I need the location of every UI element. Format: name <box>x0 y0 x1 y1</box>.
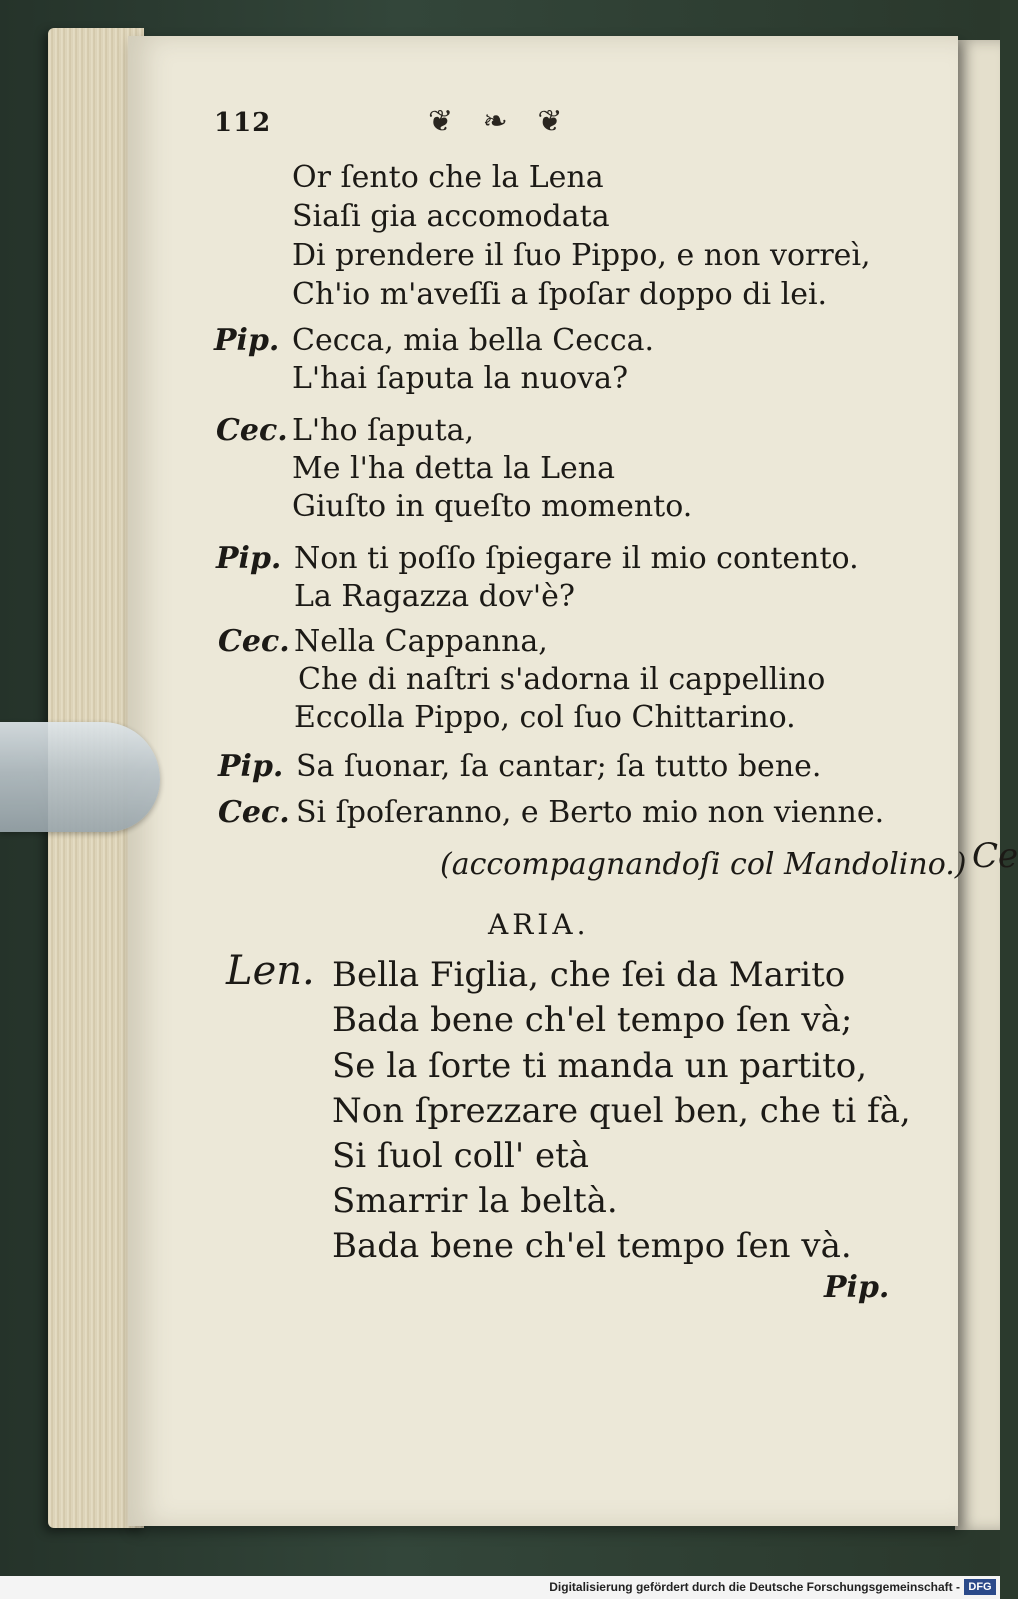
aria-line: Bada bene ch'el tempo ſen và; <box>332 1000 853 1040</box>
verse-line: La Ragazza dov'è? <box>294 579 575 614</box>
aria-line: Bada bene ch'el tempo ſen và. <box>332 1226 852 1266</box>
speaker-label: Cec. <box>216 413 288 448</box>
verse-line: Sa ſuonar, ſa cantar; ſa tutto bene. <box>296 749 822 784</box>
verse-line: Cecca, mia bella Cecca. <box>292 323 655 358</box>
verse-line: Me l'ha detta la Lena <box>292 451 615 486</box>
speaker-label: Cec. <box>218 795 290 830</box>
verse-line: Siaſi gia accomodata <box>292 199 610 234</box>
header-ornament: ❦ ❧ ❦ <box>428 104 573 139</box>
speaker-label: Pip. <box>218 749 284 784</box>
verse-line: L'hai ſaputa la nuova? <box>292 361 629 396</box>
page-holder-clip <box>0 722 160 832</box>
facing-page-text: Ce <box>972 836 1018 876</box>
speaker-label: Cec. <box>218 624 290 659</box>
verse-line: Ch'io m'aveſſi a ſpoſar doppo di lei. <box>292 277 828 312</box>
speaker-label: Pip. <box>214 323 280 358</box>
verse-line: Di prendere il ſuo Pippo, e non vorreì, <box>292 238 871 273</box>
verse-line: Or ſento che la Lena <box>292 160 604 195</box>
catchword: Pip. <box>824 1270 890 1305</box>
aria-line: Smarrir la beltà. <box>332 1181 618 1221</box>
aria-line: Bella Figlia, che ſei da Marito <box>332 955 846 995</box>
verse-line: Nella Cappanna, <box>294 624 548 659</box>
page-number: 112 <box>214 108 272 138</box>
verse-line: L'ho ſaputa, <box>292 413 475 448</box>
dfg-logo: DFG <box>964 1579 996 1595</box>
aria-speaker-label: Len. <box>226 948 315 994</box>
aria-line: Non ſprezzare quel ben, che ti fà, <box>332 1091 911 1131</box>
aria-line: Se la ſorte ti manda un partito, <box>332 1046 868 1086</box>
footer-credit: Digitalisierung gefördert durch die Deutsche Forschungsgemeinschaft - <box>549 1580 960 1594</box>
aria-line: Si ſuol coll' età <box>332 1136 590 1176</box>
stage-direction: (accompagnandoſi col Mandolino.) <box>440 847 967 882</box>
aria-title: ARIA. <box>488 908 590 941</box>
verse-line: Non ti poſſo ſpiegare il mio contento. <box>294 541 859 576</box>
verse-line: Giuſto in queſto momento. <box>292 489 693 524</box>
verse-line: Che di naſtri s'adorna il cappellino <box>298 662 826 697</box>
verse-line: Eccolla Pippo, col ſuo Chittarino. <box>294 700 796 735</box>
verse-line: Si ſpoſeranno, e Berto mio non vienne. <box>296 795 885 830</box>
speaker-label: Pip. <box>216 541 282 576</box>
facing-page-edge <box>955 40 1000 1530</box>
